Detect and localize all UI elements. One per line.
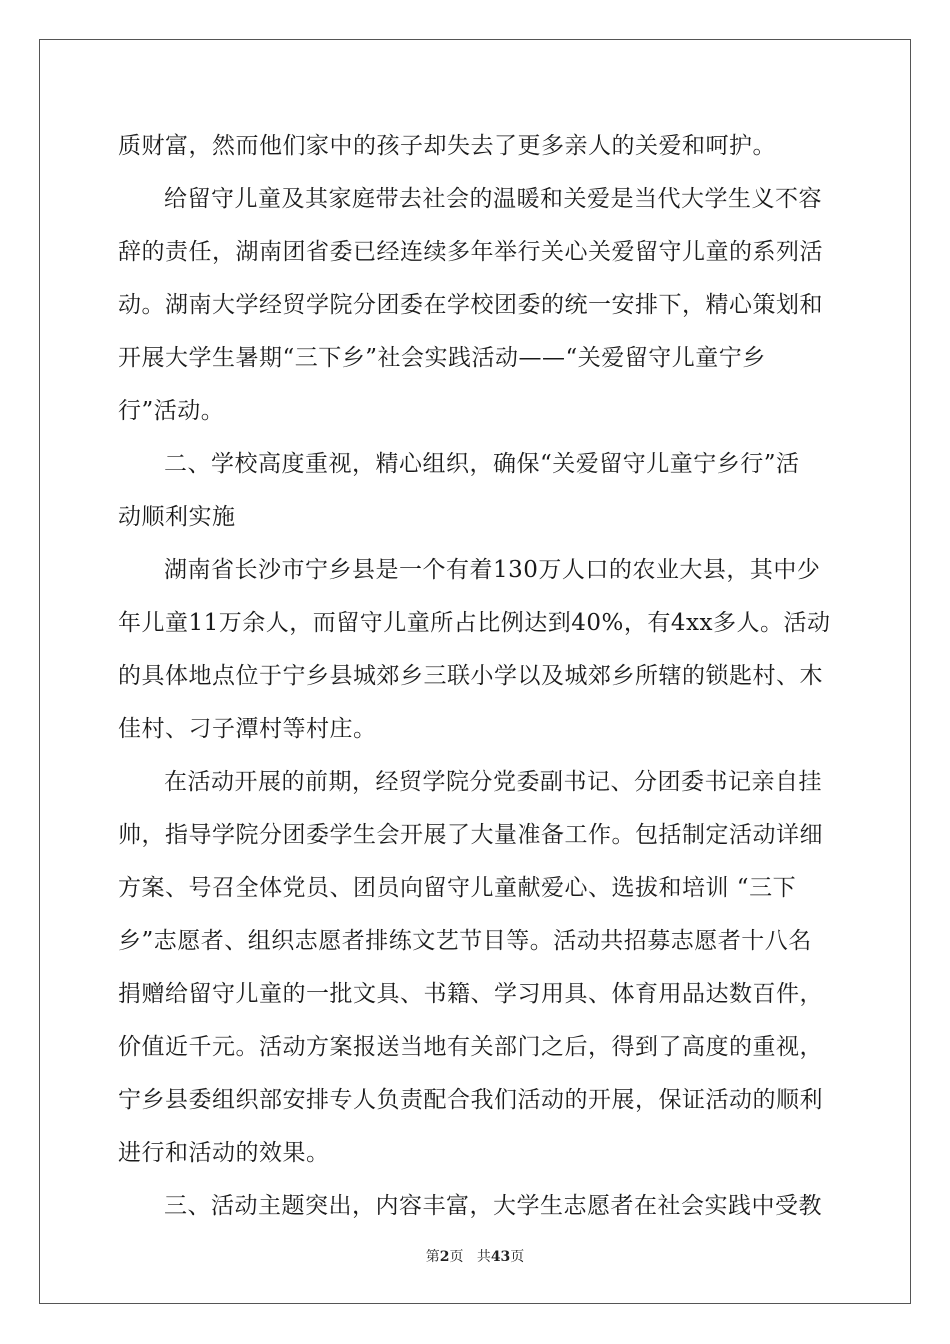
text-line: 佳村、刁子潭村等村庄。 (118, 716, 377, 742)
page-footer (0, 1247, 950, 1267)
text-line: 乡”志愿者、组织志愿者排练文艺节目等。活动共招募志愿者十八名 (118, 928, 812, 954)
text-line: 质财富，然而他们家中的孩子却失去了更多亲人的关爱和呵护。 (118, 133, 776, 159)
page-number: 2 (439, 1249, 450, 1265)
page-suffix: 页 (449, 1249, 464, 1265)
text-line: 方案、号召全体党员、团员向留守儿童献爱心、选拔和培训 “三下 (118, 875, 797, 901)
text-line: 进行和活动的效果。 (118, 1140, 330, 1166)
text-line: 开展大学生暑期“三下乡”社会实践活动——“关爱留守儿童宁乡 (118, 345, 766, 371)
text-line: 价值近千元。活动方案报送当地有关部门之后，得到了高度的重视， (118, 1034, 823, 1060)
total-suffix: 页 (510, 1249, 525, 1265)
section-heading-line: 二、学校高度重视，精心组织，确保“关爱留守儿童宁乡行”活 (164, 451, 800, 477)
text-line: 在活动开展的前期，经贸学院分党委副书记、分团委书记亲自挂 (164, 769, 822, 795)
total-prefix: 共 (476, 1249, 491, 1265)
text-line: 宁乡县委组织部安排专人负责配合我们活动的开展，保证活动的顺利 (118, 1087, 823, 1113)
total-pages: 43 (490, 1249, 511, 1265)
text-line: 帅，指导学院分团委学生会开展了大量准备工作。包括制定活动详细 (118, 822, 823, 848)
text-line: 年儿童11万余人，而留守儿童所占比例达到40%，有4xx多人。活动 (118, 610, 831, 636)
text-line: 湖南省长沙市宁乡县是一个有着130万人口的农业大县，其中少 (164, 557, 821, 583)
section-heading-line: 三、活动主题突出，内容丰富，大学生志愿者在社会实践中受教 (164, 1193, 822, 1219)
section-heading-line: 动顺利实施 (118, 504, 236, 530)
text-line: 辞的责任，湖南团省委已经连续多年举行关心关爱留守儿童的系列活 (118, 239, 823, 265)
page-prefix: 第 (425, 1249, 440, 1265)
text-line: 的具体地点位于宁乡县城郊乡三联小学以及城郊乡所辖的锁匙村、木 (118, 663, 823, 689)
text-line: 捐赠给留守儿童的一批文具、书籍、学习用具、体育用品达数百件， (118, 981, 823, 1007)
text-line: 给留守儿童及其家庭带去社会的温暖和关爱是当代大学生义不容 (164, 186, 822, 212)
text-line: 行”活动。 (118, 398, 225, 424)
text-line: 动。湖南大学经贸学院分团委在学校团委的统一安排下，精心策划和 (118, 292, 823, 318)
